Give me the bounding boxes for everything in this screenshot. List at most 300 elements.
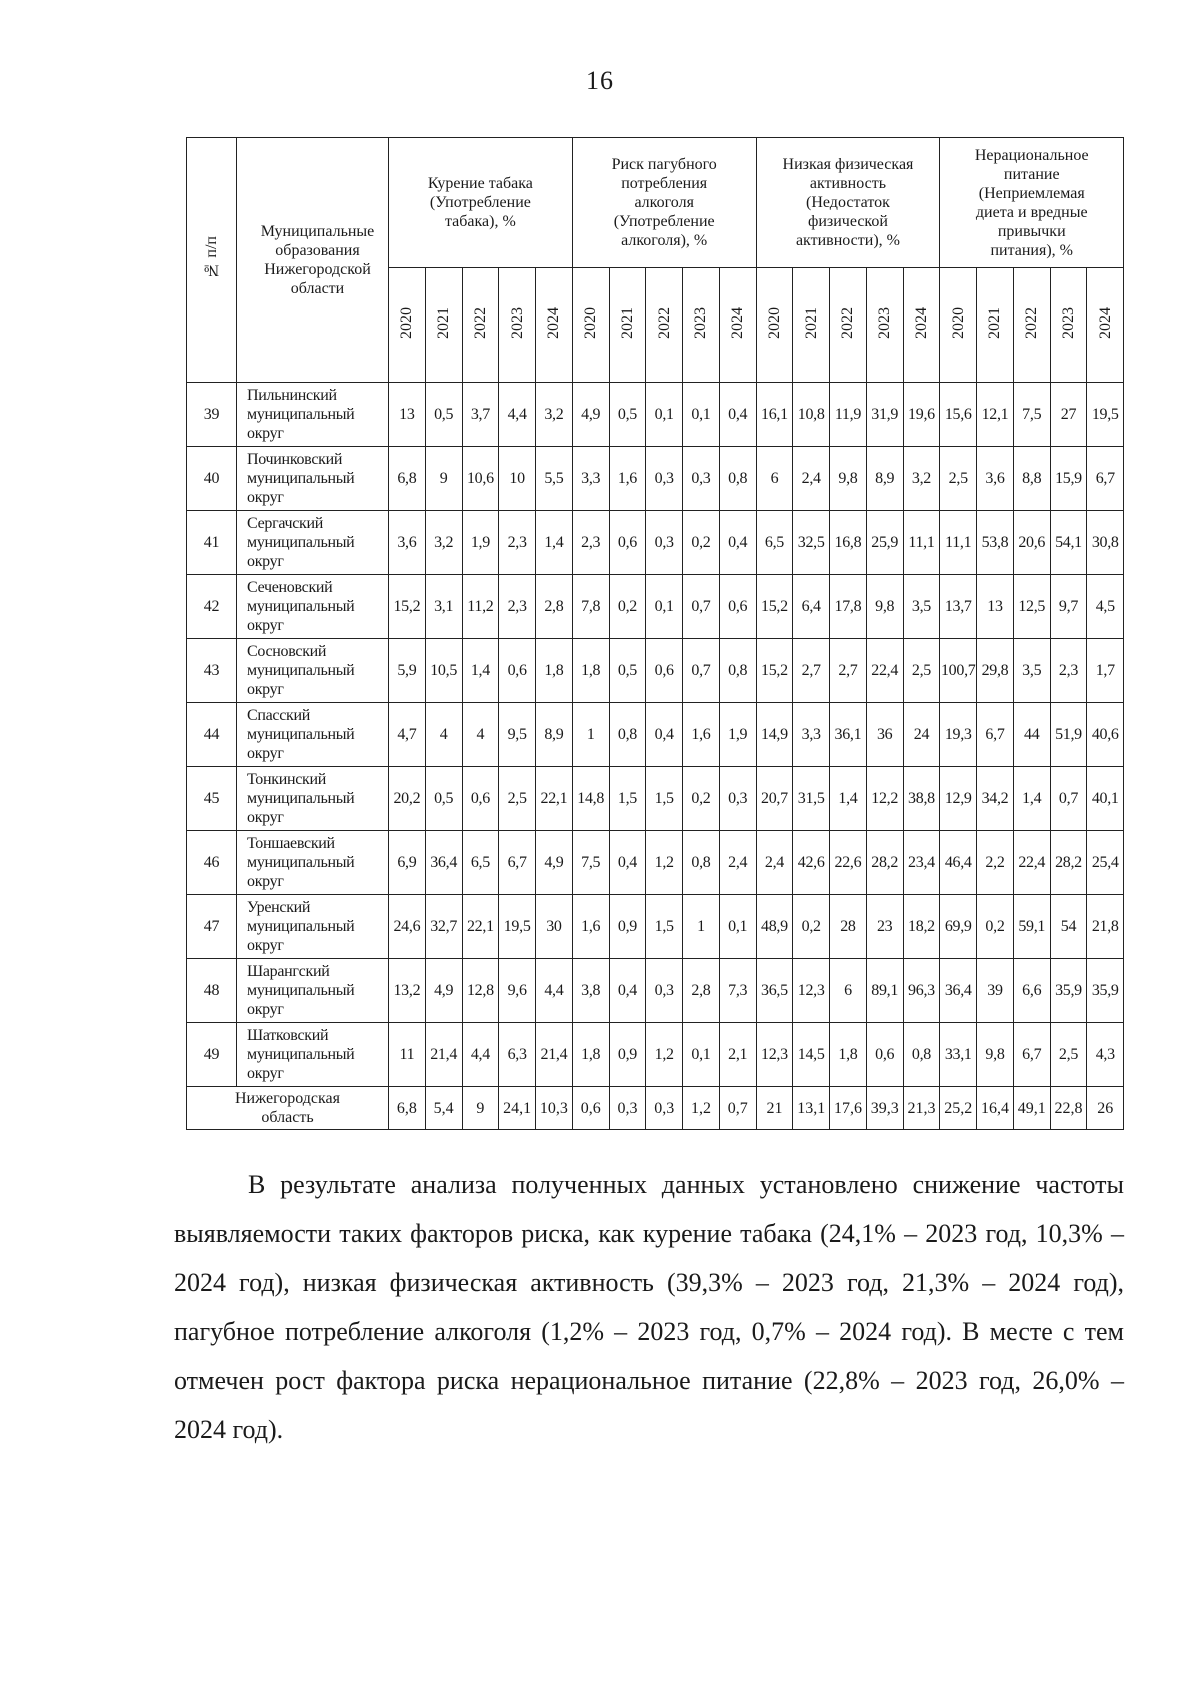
value-cell: 4,4	[462, 1023, 499, 1087]
value-cell: 0,5	[425, 767, 462, 831]
value-cell: 0,9	[609, 1023, 646, 1087]
value-cell: 15,2	[756, 575, 793, 639]
municipality-name-line: округ	[247, 745, 284, 762]
value-cell: 2,3	[499, 575, 536, 639]
value-cell: 12,1	[977, 383, 1014, 447]
municipality-name	[237, 383, 389, 447]
value-cell: 20,6	[1013, 511, 1050, 575]
value-cell: 0,9	[609, 895, 646, 959]
value-cell: 4,9	[572, 383, 609, 447]
value-cell: 22,4	[1013, 831, 1050, 895]
year-header-label: 2024	[1096, 306, 1114, 339]
municipality-name-line: Сергачский	[247, 515, 324, 532]
value-cell: 20,2	[389, 767, 426, 831]
row-number: 46	[187, 831, 237, 895]
value-cell: 23,4	[903, 831, 940, 895]
year-header-label: 2023	[1059, 306, 1077, 339]
value-cell: 2,4	[756, 831, 793, 895]
value-cell: 0,2	[683, 767, 720, 831]
value-cell: 46,4	[940, 831, 977, 895]
value-cell: 35,9	[1050, 959, 1087, 1023]
value-cell: 0,8	[609, 703, 646, 767]
table-row	[187, 831, 1124, 895]
value-cell: 3,5	[1013, 639, 1050, 703]
value-cell: 1,7	[1087, 639, 1124, 703]
total-label-line: область	[261, 1109, 314, 1126]
category-header-tobacco	[389, 138, 573, 268]
municipality-name-line: округ	[247, 873, 284, 890]
municipality-name-line: Тоншаевский	[247, 835, 335, 852]
table-row	[187, 1023, 1124, 1087]
total-value-cell: 10,3	[536, 1087, 573, 1130]
municipality-name-line: муниципальный	[247, 662, 355, 679]
year-header-label: 2024	[545, 306, 563, 339]
value-cell: 3,5	[903, 575, 940, 639]
table-total-row	[187, 1087, 1124, 1130]
year-header	[866, 268, 903, 383]
value-cell: 25,4	[1087, 831, 1124, 895]
municipality-header-line: образования	[275, 242, 360, 259]
value-cell: 1,6	[572, 895, 609, 959]
value-cell: 9,5	[499, 703, 536, 767]
municipality-name-line: Починковский	[247, 451, 343, 468]
value-cell: 4	[462, 703, 499, 767]
value-cell: 1	[572, 703, 609, 767]
municipality-header-line: области	[290, 280, 345, 297]
total-label-line: Нижегородская	[235, 1090, 340, 1107]
total-value-cell: 0,3	[609, 1087, 646, 1130]
table-row	[187, 511, 1124, 575]
category-header-line: (Употребление	[613, 213, 715, 230]
value-cell: 11,2	[462, 575, 499, 639]
value-cell: 21,4	[425, 1023, 462, 1087]
municipality-name-line: муниципальный	[247, 918, 355, 935]
category-header-line: Низкая физическая	[782, 156, 914, 173]
value-cell: 36,5	[756, 959, 793, 1023]
municipality-name	[237, 511, 389, 575]
table-row	[187, 895, 1124, 959]
municipality-name	[237, 831, 389, 895]
value-cell: 0,8	[903, 1023, 940, 1087]
municipality-header-line: Нижегородской	[264, 261, 371, 278]
municipality-name-line: Сеченовский	[247, 579, 333, 596]
value-cell: 22,4	[866, 639, 903, 703]
municipality-name	[237, 1023, 389, 1087]
table-row	[187, 767, 1124, 831]
year-header	[609, 268, 646, 383]
value-cell: 51,9	[1050, 703, 1087, 767]
value-cell: 2,7	[793, 639, 830, 703]
value-cell: 19,5	[499, 895, 536, 959]
value-cell: 6,4	[793, 575, 830, 639]
year-header-label: 2020	[582, 306, 600, 339]
value-cell: 34,2	[977, 767, 1014, 831]
category-header-alcohol	[572, 138, 756, 268]
value-cell: 0,5	[425, 383, 462, 447]
municipality-name-line: округ	[247, 617, 284, 634]
year-header-label: 2022	[471, 306, 489, 339]
value-cell: 1,5	[609, 767, 646, 831]
municipality-name-line: округ	[247, 1001, 284, 1018]
value-cell: 6,7	[499, 831, 536, 895]
value-cell: 4,4	[499, 383, 536, 447]
value-cell: 8,9	[866, 447, 903, 511]
year-header-label: 2020	[949, 306, 967, 339]
value-cell: 0,4	[609, 959, 646, 1023]
value-cell: 0,3	[683, 447, 720, 511]
year-header	[793, 268, 830, 383]
year-header-label: 2022	[1023, 306, 1041, 339]
category-header-line: алкоголя), %	[621, 232, 708, 249]
value-cell: 8,8	[1013, 447, 1050, 511]
value-cell: 0,6	[866, 1023, 903, 1087]
value-cell: 16,8	[830, 511, 867, 575]
value-cell: 14,5	[793, 1023, 830, 1087]
municipality-name	[237, 447, 389, 511]
row-number: 48	[187, 959, 237, 1023]
category-header-line: Нерациональное	[974, 146, 1089, 164]
value-cell: 69,9	[940, 895, 977, 959]
total-value-cell: 22,8	[1050, 1087, 1087, 1130]
value-cell: 42,6	[793, 831, 830, 895]
municipality-name-line: муниципальный	[247, 1046, 355, 1063]
value-cell: 2,3	[572, 511, 609, 575]
row-number: 45	[187, 767, 237, 831]
value-cell: 0,1	[719, 895, 756, 959]
total-value-cell: 21,3	[903, 1087, 940, 1130]
value-cell: 96,3	[903, 959, 940, 1023]
table-row	[187, 703, 1124, 767]
table-header-row-categories	[187, 138, 1124, 268]
value-cell: 31,5	[793, 767, 830, 831]
row-number: 39	[187, 383, 237, 447]
year-header	[1050, 268, 1087, 383]
value-cell: 9,7	[1050, 575, 1087, 639]
value-cell: 0,1	[683, 1023, 720, 1087]
total-value-cell: 6,8	[389, 1087, 426, 1130]
value-cell: 0,6	[609, 511, 646, 575]
value-cell: 40,1	[1087, 767, 1124, 831]
value-cell: 10,6	[462, 447, 499, 511]
value-cell: 12,3	[793, 959, 830, 1023]
category-header-line: физической	[807, 213, 888, 230]
year-header	[719, 268, 756, 383]
value-cell: 9	[425, 447, 462, 511]
value-cell: 0,1	[646, 575, 683, 639]
municipality-name	[237, 895, 389, 959]
value-cell: 0,2	[683, 511, 720, 575]
value-cell: 0,8	[683, 831, 720, 895]
value-cell: 6,6	[1013, 959, 1050, 1023]
value-cell: 5,5	[536, 447, 573, 511]
value-cell: 1,8	[830, 1023, 867, 1087]
value-cell: 13	[389, 383, 426, 447]
row-number: 49	[187, 1023, 237, 1087]
value-cell: 59,1	[1013, 895, 1050, 959]
value-cell: 6,9	[389, 831, 426, 895]
value-cell: 9,8	[830, 447, 867, 511]
value-cell: 3,3	[572, 447, 609, 511]
year-header	[830, 268, 867, 383]
municipality-name-line: муниципальный	[247, 470, 355, 487]
value-cell: 3,2	[903, 447, 940, 511]
value-cell: 0,1	[683, 383, 720, 447]
total-value-cell: 0,6	[572, 1087, 609, 1130]
municipality-name-line: округ	[247, 809, 284, 826]
value-cell: 2,8	[683, 959, 720, 1023]
value-cell: 3,7	[462, 383, 499, 447]
value-cell: 31,9	[866, 383, 903, 447]
year-header	[903, 268, 940, 383]
municipality-name-line: Сосновский	[247, 643, 327, 660]
value-cell: 11,9	[830, 383, 867, 447]
municipality-name-line: Спасский	[247, 707, 311, 724]
value-cell: 3,6	[389, 511, 426, 575]
value-cell: 13	[977, 575, 1014, 639]
total-value-cell: 0,3	[646, 1087, 683, 1130]
value-cell: 0,7	[1050, 767, 1087, 831]
risk-factors-table	[186, 137, 1124, 1130]
value-cell: 9,8	[977, 1023, 1014, 1087]
value-cell: 17,8	[830, 575, 867, 639]
value-cell: 2,3	[499, 511, 536, 575]
category-header-line: табака), %	[444, 213, 516, 230]
value-cell: 21,4	[536, 1023, 573, 1087]
year-header	[940, 268, 977, 383]
total-value-cell: 39,3	[866, 1087, 903, 1130]
value-cell: 36,1	[830, 703, 867, 767]
value-cell: 35,9	[1087, 959, 1124, 1023]
value-cell: 11,1	[903, 511, 940, 575]
value-cell: 24	[903, 703, 940, 767]
value-cell: 3,2	[536, 383, 573, 447]
value-cell: 18,2	[903, 895, 940, 959]
row-number: 43	[187, 639, 237, 703]
value-cell: 2,8	[536, 575, 573, 639]
value-cell: 3,8	[572, 959, 609, 1023]
total-value-cell: 17,6	[830, 1087, 867, 1130]
value-cell: 54,1	[1050, 511, 1087, 575]
value-cell: 4,7	[389, 703, 426, 767]
category-header-line: питание	[1003, 165, 1060, 183]
year-header	[389, 268, 426, 383]
value-cell: 22,1	[462, 895, 499, 959]
category-header-line: активности), %	[795, 232, 900, 249]
category-header-line: (Недостаток	[806, 194, 890, 211]
value-cell: 13,2	[389, 959, 426, 1023]
municipality-name	[237, 575, 389, 639]
value-cell: 1,2	[646, 1023, 683, 1087]
value-cell: 0,4	[719, 383, 756, 447]
row-number: 47	[187, 895, 237, 959]
value-cell: 24,6	[389, 895, 426, 959]
municipality-name-line: Шарангский	[247, 963, 330, 980]
municipality-name-line: муниципальный	[247, 854, 355, 871]
value-cell: 20,7	[756, 767, 793, 831]
analysis-paragraph: В результате анализа полученных данных установлено снижение частоты выявляемости таких факторов риска, как курение табака (24,1% – 2023 год, 10,3% – 2024 год), низкая физическая активность (39,3% – 2023 год, 21,3% – 2024 год), пагубное потребление алкоголя (1,2% – 2023 год, 0,7% – 2024 год). В месте с тем отмечен рост фактора риска нерациональное питание (22,8% – 2023 год, 26,0% – 2024 год).	[174, 1170, 1124, 1444]
value-cell: 0,8	[719, 639, 756, 703]
value-cell: 5,9	[389, 639, 426, 703]
category-header-nutrition	[940, 138, 1124, 268]
value-cell: 25,9	[866, 511, 903, 575]
value-cell: 16,1	[756, 383, 793, 447]
value-cell: 1,5	[646, 767, 683, 831]
value-cell: 0,4	[719, 511, 756, 575]
value-cell: 0,4	[609, 831, 646, 895]
value-cell: 3,3	[793, 703, 830, 767]
municipality-name-line: муниципальный	[247, 982, 355, 999]
value-cell: 2,1	[719, 1023, 756, 1087]
value-cell: 4,3	[1087, 1023, 1124, 1087]
value-cell: 1,6	[683, 703, 720, 767]
value-cell: 6	[756, 447, 793, 511]
row-number: 44	[187, 703, 237, 767]
value-cell: 2,2	[977, 831, 1014, 895]
value-cell: 4,9	[425, 959, 462, 1023]
municipality-name-line: муниципальный	[247, 726, 355, 743]
value-cell: 2,5	[903, 639, 940, 703]
total-value-cell: 24,1	[499, 1087, 536, 1130]
value-cell: 3,2	[425, 511, 462, 575]
value-cell: 13,7	[940, 575, 977, 639]
value-cell: 19,5	[1087, 383, 1124, 447]
value-cell: 44	[1013, 703, 1050, 767]
value-cell: 2,4	[719, 831, 756, 895]
value-cell: 12,5	[1013, 575, 1050, 639]
value-cell: 1,4	[536, 511, 573, 575]
value-cell: 27	[1050, 383, 1087, 447]
value-cell: 22,6	[830, 831, 867, 895]
year-header-label: 2020	[398, 306, 416, 339]
value-cell: 21,8	[1087, 895, 1124, 959]
municipality-name-line: округ	[247, 681, 284, 698]
year-header	[425, 268, 462, 383]
municipality-name	[237, 959, 389, 1023]
municipality-name-line: Тонкинский	[247, 771, 327, 788]
value-cell: 32,7	[425, 895, 462, 959]
year-header-label: 2021	[802, 306, 820, 339]
year-header-label: 2023	[508, 306, 526, 339]
municipality-name-line: округ	[247, 1065, 284, 1082]
total-value-cell: 49,1	[1013, 1087, 1050, 1130]
value-cell: 0,6	[462, 767, 499, 831]
value-cell: 12,9	[940, 767, 977, 831]
value-cell: 4,4	[536, 959, 573, 1023]
value-cell: 2,7	[830, 639, 867, 703]
value-cell: 6,7	[1013, 1023, 1050, 1087]
value-cell: 0,4	[646, 703, 683, 767]
value-cell: 0,1	[646, 383, 683, 447]
value-cell: 0,3	[646, 447, 683, 511]
municipality-name-line: округ	[247, 489, 284, 506]
value-cell: 0,8	[719, 447, 756, 511]
category-header-line: (Употребление	[429, 194, 531, 211]
value-cell: 1,8	[572, 639, 609, 703]
value-cell: 89,1	[866, 959, 903, 1023]
value-cell: 0,2	[977, 895, 1014, 959]
value-cell: 14,8	[572, 767, 609, 831]
value-cell: 12,8	[462, 959, 499, 1023]
year-header	[536, 268, 573, 383]
year-header-label: 2022	[655, 306, 673, 339]
value-cell: 0,3	[646, 511, 683, 575]
value-cell: 7,5	[1013, 383, 1050, 447]
category-header-line: привычки	[997, 222, 1066, 240]
value-cell: 15,2	[389, 575, 426, 639]
value-cell: 32,5	[793, 511, 830, 575]
total-value-cell: 16,4	[977, 1087, 1014, 1130]
column-header-number	[187, 138, 237, 383]
value-cell: 8,9	[536, 703, 573, 767]
municipality-name-line: Пильнинский	[247, 387, 337, 404]
total-value-cell: 9	[462, 1087, 499, 1130]
value-cell: 7,5	[572, 831, 609, 895]
value-cell: 11,1	[940, 511, 977, 575]
municipality-name-line: округ	[247, 937, 284, 954]
value-cell: 36,4	[940, 959, 977, 1023]
value-cell: 4,5	[1087, 575, 1124, 639]
value-cell: 1,4	[830, 767, 867, 831]
value-cell: 6	[830, 959, 867, 1023]
value-cell: 12,2	[866, 767, 903, 831]
value-cell: 15,2	[756, 639, 793, 703]
year-header-label: 2021	[986, 306, 1004, 339]
category-header-line: потребления	[621, 175, 708, 192]
value-cell: 30,8	[1087, 511, 1124, 575]
value-cell: 10,5	[425, 639, 462, 703]
value-cell: 7,3	[719, 959, 756, 1023]
total-value-cell: 5,4	[425, 1087, 462, 1130]
category-header-line: активность	[809, 175, 887, 192]
row-number: 40	[187, 447, 237, 511]
table-row	[187, 575, 1124, 639]
value-cell: 54	[1050, 895, 1087, 959]
value-cell: 1,2	[646, 831, 683, 895]
value-cell: 3,1	[425, 575, 462, 639]
value-cell: 28,2	[1050, 831, 1087, 895]
year-header	[977, 268, 1014, 383]
value-cell: 38,8	[903, 767, 940, 831]
value-cell: 53,8	[977, 511, 1014, 575]
value-cell: 4,9	[536, 831, 573, 895]
value-cell: 1,6	[609, 447, 646, 511]
municipality-name-line: округ	[247, 425, 284, 442]
value-cell: 0,7	[683, 639, 720, 703]
value-cell: 1,5	[646, 895, 683, 959]
table-row	[187, 383, 1124, 447]
value-cell: 100,7	[940, 639, 977, 703]
value-cell: 14,9	[756, 703, 793, 767]
category-header-line: Курение табака	[427, 175, 533, 192]
value-cell: 1,9	[462, 511, 499, 575]
year-header-label: 2021	[435, 306, 453, 339]
value-cell: 33,1	[940, 1023, 977, 1087]
value-cell: 28	[830, 895, 867, 959]
value-cell: 2,5	[940, 447, 977, 511]
year-header-label: 2023	[876, 306, 894, 339]
value-cell: 1	[683, 895, 720, 959]
table-row	[187, 959, 1124, 1023]
value-cell: 4	[425, 703, 462, 767]
municipality-name	[237, 767, 389, 831]
category-header-line: (Неприемлемая	[978, 184, 1085, 202]
total-value-cell: 13,1	[793, 1087, 830, 1130]
municipality-name-line: Шатковский	[247, 1027, 329, 1044]
row-number: 41	[187, 511, 237, 575]
year-header	[462, 268, 499, 383]
year-header	[1087, 268, 1124, 383]
municipality-name	[237, 639, 389, 703]
